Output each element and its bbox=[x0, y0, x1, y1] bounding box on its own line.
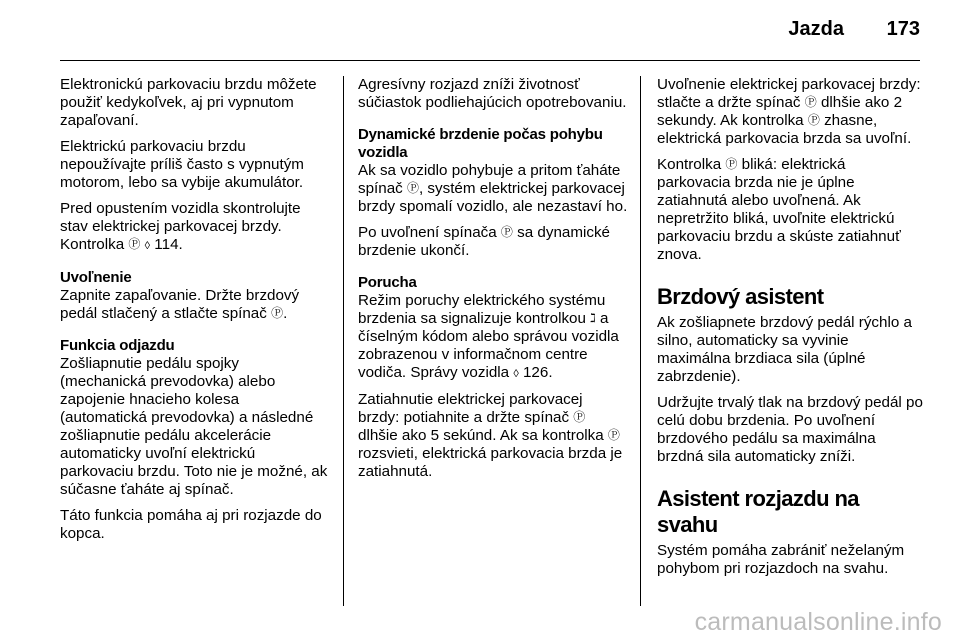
column-divider-1 bbox=[343, 76, 344, 606]
watermark: carmanualsonline.info bbox=[694, 608, 942, 636]
subheading-dynamicke-brzdenie: Dynamické brzdenie počas pohybu vozidla bbox=[358, 126, 603, 161]
parking-brake-icon: Ⓟ bbox=[128, 237, 141, 251]
subheading-funkcia-odjazdu: Funkcia odjazdu bbox=[60, 337, 175, 354]
paragraph: Zošliapnutie pedálu spojky (mechanická prevodovka) alebo zapojenie hnacieho kolesa (automatická prevodovka) a následné zošliapnutie pedálu akcelerácie automaticky uvoľní elektrickú parkovaciu brzdu. Toto nie je možné, ak súčasne ťaháte aj spínač. bbox=[60, 355, 328, 498]
cross-reference-arrow-icon: ◊ bbox=[513, 368, 519, 380]
paragraph: Po uvoľnení spínača Ⓟ sa dynamické brzdenie ukončí. bbox=[358, 224, 610, 259]
parking-brake-icon: Ⓟ bbox=[607, 428, 620, 442]
subheading-porucha: Porucha bbox=[358, 274, 417, 291]
cross-reference-arrow-icon: ◊ bbox=[144, 240, 151, 252]
paragraph: Elektrickú parkovaciu brzdu nepoužívajte príliš často s vypnutým motorom, lebo sa vybije akumulátor. bbox=[60, 138, 304, 191]
paragraph: Elektronickú parkovaciu brzdu môžete použiť kedykoľvek, aj pri vypnutom zapaľovaní. bbox=[60, 76, 317, 129]
parking-brake-icon: Ⓟ bbox=[807, 113, 820, 127]
parking-brake-icon: Ⓟ bbox=[500, 225, 513, 239]
parking-brake-icon: Ⓟ bbox=[804, 95, 817, 109]
section-title: Jazda bbox=[788, 18, 844, 40]
parking-brake-icon: Ⓟ bbox=[573, 410, 586, 424]
paragraph: Kontrolka Ⓟ bliká: elektrická parkovacia brzda nie je úplne zatiahnutá alebo uvoľnená. Ak nepretržito bliká, uvoľnite elektrickú parkovaciu brzdu a skúste zatiahnuť znova. bbox=[657, 156, 901, 263]
parking-brake-icon: Ⓟ bbox=[725, 157, 738, 171]
column-3 bbox=[657, 76, 923, 586]
heading-brzdovy-asistent: Brzdový asistent bbox=[657, 284, 824, 309]
paragraph: Táto funkcia pomáha aj pri rozjazde do kopca. bbox=[60, 507, 322, 542]
column-1 bbox=[60, 76, 328, 551]
parking-brake-icon: Ⓟ bbox=[406, 181, 419, 195]
column-divider-2 bbox=[640, 76, 641, 606]
paragraph: Udržujte trvalý tlak na brzdový pedál po celú dobu brzdenia. Po uvoľnení brzdového pedálu sa maximálna brzdná sila automaticky zníži. bbox=[657, 394, 923, 465]
paragraph: Ak sa vozidlo pohybuje a pritom ťaháte spínač Ⓟ, systém elektrickej parkovacej brzdy spomalí vozidlo, ale nezastaví ho. bbox=[358, 162, 628, 215]
paragraph: Ak zošliapnete brzdový pedál rýchlo a silno, automaticky sa vyvinie maximálna brzdiaca sila (úplné zabrzdenie). bbox=[657, 314, 912, 385]
paragraph: Systém pomáha zabrániť neželaným pohybom pri rozjazdoch na svahu. bbox=[657, 542, 905, 577]
page-header bbox=[0, 0, 960, 62]
heading-asistent-rozjazdu: Asistent rozjazdu na svahu bbox=[657, 486, 859, 537]
parking-brake-icon: Ⓟ bbox=[271, 306, 284, 320]
paragraph: Zapnite zapaľovanie. Držte brzdový pedál stlačený a stlačte spínač Ⓟ. bbox=[60, 287, 300, 322]
paragraph: Pred opustením vozidla skontrolujte stav elektrickej parkovacej brzdy. Kontrolka Ⓟ ◊ 114. bbox=[60, 200, 301, 253]
paragraph: Režim poruchy elektrického systému brzdenia sa signalizuje kontrolkou ℷ a číselným kódom alebo správou vozidla zobrazenou v informačnom centre vodiča. Správy vozidla ◊ 126. bbox=[358, 292, 619, 381]
brake-fault-icon: ℷ bbox=[590, 311, 596, 325]
column-2 bbox=[358, 76, 628, 489]
paragraph: Zatiahnutie elektrickej parkovacej brzdy: potiahnite a držte spínač Ⓟ dlhšie ako 5 sekúnd. Ak sa kontrolka Ⓟ rozsvieti, elektrická parkovacia brzda je zatiahnutá. bbox=[358, 391, 623, 480]
paragraph: Uvoľnenie elektrickej parkovacej brzdy: stlačte a držte spínač Ⓟ dlhšie ako 2 sekundy. Ak kontrolka Ⓟ zhasne, elektrická parkovacia brzda sa uvoľní. bbox=[657, 76, 921, 147]
header-divider bbox=[60, 60, 920, 61]
page-number: 173 bbox=[886, 18, 920, 40]
subheading-uvolnenie: Uvoľnenie bbox=[60, 269, 132, 286]
paragraph: Agresívny rozjazd zníži životnosť súčiastok podliehajúcich opotrebovaniu. bbox=[358, 76, 627, 111]
